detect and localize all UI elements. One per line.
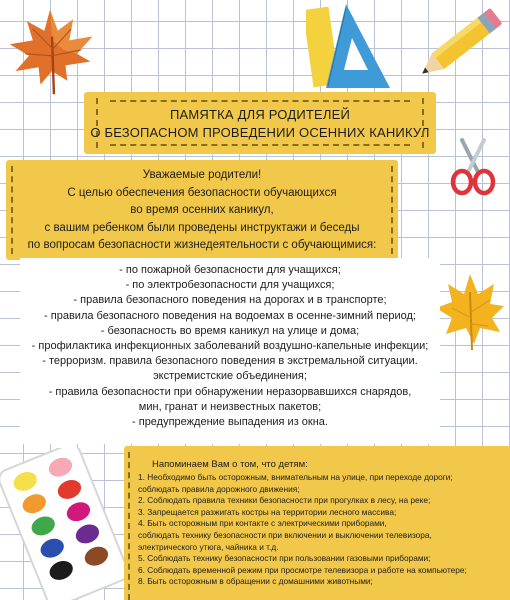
topic-item: - правила безопасности при обнаружении неразорвавшихся снарядов,: [48, 385, 412, 398]
topic-item: - профилактика инфекционных заболеваний воздушно-капельные инфекции;: [31, 340, 429, 353]
title-line-1: ПАМЯТКА ДЛЯ РОДИТЕЛЕЙ: [169, 106, 351, 122]
safety-topics-list: [20, 258, 440, 430]
topic-item: - по пожарной безопасности для учащихся;: [119, 264, 341, 276]
reminder-item: 5. Соблюдать технику безопасности при пользовании газовыми приборами;: [138, 553, 431, 564]
reminder-item: соблюдать технику безопасности при включении и выключении телевизора,: [138, 529, 432, 540]
intro-banner: [6, 160, 398, 260]
topic-item: экстремистские объединения;: [153, 370, 307, 383]
reminder-item: соблюдать правила дорожного движения;: [138, 483, 300, 494]
reminder-item: 6. Соблюдать временной режим при просмотре телевизора и работе на компьютере;: [138, 564, 467, 575]
reminder-item: 2. Соблюдать правила техники безопасности при прогулках в лесу, на реке;: [138, 495, 431, 506]
maple-leaf-icon: [4, 2, 100, 98]
watercolor-paints-icon: [0, 448, 128, 600]
topic-item: - терроризм. правила безопасного поведения в экстремальной ситуации.: [42, 355, 418, 368]
topic-item: - предупреждение выпадения из окна.: [132, 416, 328, 429]
topic-item: - безопасность во время каникул на улице и дома;: [100, 324, 360, 337]
topic-item: мин, гранат и неизвестных пакетов;: [138, 400, 322, 413]
scissors-icon: [448, 138, 498, 196]
intro-greeting: Уважаемые родители!: [142, 169, 262, 182]
reminder-list: [138, 472, 504, 588]
intro-line: во время осенних каникул,: [130, 204, 274, 217]
topic-item: - правила безопасного поведения на водоемах в осенне-зимний период;: [44, 309, 416, 322]
reminder-item: электрического утюга, чайника и т.д.: [138, 541, 279, 552]
reminder-heading: Напоминаем Вам о том, что детям:: [152, 459, 308, 470]
safety-topics-panel: [20, 258, 440, 444]
reminder-item: 8. Быть осторожным в обращении с домашними животными;: [138, 576, 373, 587]
title-line-2: О БЕЗОПАСНОМ ПРОВЕДЕНИИ ОСЕННИХ КАНИКУЛ: [90, 124, 430, 140]
pencil-icon: [418, 2, 508, 84]
reminder-item: 4. Быть осторожным при контакте с электрическими приборами,: [138, 518, 387, 529]
intro-line: С целью обеспечения безопасности обучающихся: [67, 186, 337, 199]
title-banner: [84, 92, 436, 154]
intro-line: с вашим ребенком были проведены инструктажи и беседы: [44, 221, 360, 234]
reminder-item: 3. Запрещается разжигать костры на территории лесного массива;: [138, 506, 397, 517]
triangle-ruler-icon: [306, 0, 394, 92]
topic-item: - по электробезопасности для учащихся;: [125, 279, 335, 292]
autumn-leaf-icon: [434, 272, 506, 350]
reminder-item: 1. Необходимо быть осторожным, внимательным на улице, при переходе дороги;: [138, 472, 453, 482]
reminder-banner: [124, 446, 510, 600]
topic-item: - правила безопасного поведения на дорогах и в транспорте;: [73, 294, 387, 307]
intro-line: по вопросам безопасности жизнедеятельности с обучающимися:: [27, 239, 377, 252]
